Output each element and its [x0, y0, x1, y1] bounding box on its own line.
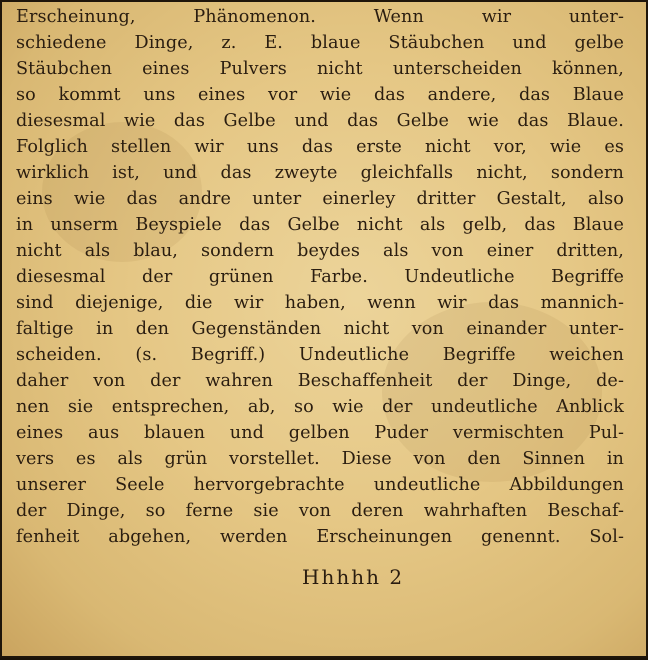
text-line: faltige in den Gegenständen nicht von einander unter-	[16, 319, 624, 339]
text-line: daher von der wahren Beschaffenheit der Dinge, de-	[16, 371, 624, 391]
text-line: der Dinge, so ferne sie von deren wahrhaften Beschaf-	[16, 501, 624, 521]
text-line: unserer Seele hervorgebrachte undeutliche Abbildungen	[16, 475, 624, 495]
text-line: Stäubchen eines Pulvers nicht unterscheiden können,	[16, 59, 624, 79]
text-line: wirklich ist, und das zweyte gleichfalls nicht, sondern	[16, 163, 624, 183]
text-line: eines aus blauen und gelben Puder vermischten Pul-	[16, 423, 624, 443]
signature-mark: Hhhhh 2	[302, 565, 405, 589]
body-text	[16, 4, 624, 550]
text-line: scheiden. (s. Begriff.) Undeutliche Begriffe weichen	[16, 345, 624, 365]
text-line: in unserm Beyspiele das Gelbe nicht als gelb, das Blaue	[16, 215, 624, 235]
text-line: schiedene Dinge, z. E. blaue Stäubchen und gelbe	[16, 33, 624, 53]
text-line: nen sie entsprechen, ab, so wie der undeutliche Anblick	[16, 397, 624, 417]
text-line: diesesmal wie das Gelbe und das Gelbe wie das Blaue.	[16, 111, 624, 131]
text-line: sind diejenige, die wir haben, wenn wir das mannich-	[16, 293, 624, 313]
text-line: diesesmal der grünen Farbe. Undeutliche Begriffe	[16, 267, 624, 287]
text-line: Folglich stellen wir uns das erste nicht vor, wie es	[16, 137, 624, 157]
text-line: Erscheinung, Phänomenon. Wenn wir unter-	[16, 7, 624, 27]
text-line: so kommt uns eines vor wie das andere, das Blaue	[16, 85, 624, 105]
text-line: vers es als grün vorstellet. Diese von den Sinnen in	[16, 449, 624, 469]
text-line: nicht als blau, sondern beydes als von einer dritten,	[16, 241, 624, 261]
text-line: eins wie das andre unter einerley dritter Gestalt, also	[16, 189, 624, 209]
text-line: fenheit abgehen, werden Erscheinungen genennt. Sol-	[16, 527, 624, 547]
